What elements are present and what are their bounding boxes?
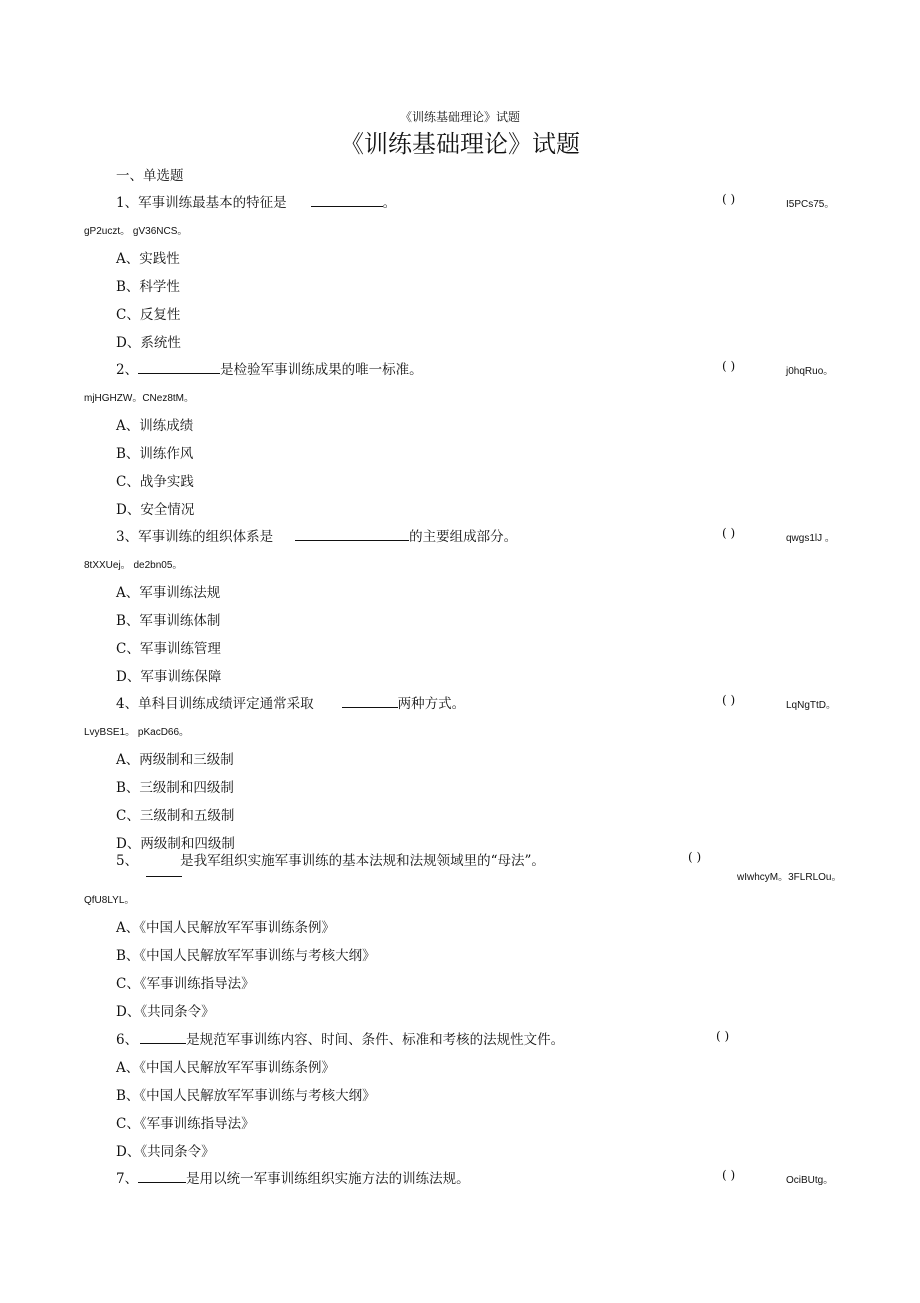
option-c: C、战争实践	[116, 474, 194, 490]
option-a: A、《中国人民解放军军事训练条例》	[116, 1060, 335, 1076]
document-header-title: 《训练基础理论》试题	[399, 110, 520, 124]
option-d: D、《共同条令》	[116, 1144, 215, 1160]
option-b: B、科学性	[116, 279, 180, 295]
question-stem-end: 。	[382, 195, 397, 211]
answer-blank	[138, 362, 220, 374]
answer-parentheses: ( )	[722, 526, 736, 540]
option-c: C、三级制和五级制	[116, 808, 235, 824]
document-title: 《训练基础理论》试题	[340, 130, 580, 158]
option-d: D、《共同条令》	[116, 1004, 215, 1020]
option-d: D、系统性	[116, 335, 181, 351]
option-d: D、军事训练保障	[116, 669, 222, 685]
question-code-line: LvyBSE1。 pKacD66。	[84, 727, 190, 738]
answer-parentheses: ( )	[688, 850, 702, 864]
answer-parentheses: ( )	[722, 693, 736, 707]
question-stem: 军事训练的组织体系是	[138, 529, 274, 545]
question-stem: 是规范军事训练内容、时间、条件、标准和考核的法规性文件。	[186, 1032, 565, 1048]
answer-parentheses: ( )	[716, 1029, 730, 1043]
question-code: j0hqRuo。	[786, 366, 834, 377]
option-c: C、《军事训练指导法》	[116, 1116, 255, 1132]
option-c: C、《军事训练指导法》	[116, 976, 255, 992]
option-a: A、军事训练法规	[116, 585, 221, 601]
answer-blank	[138, 1171, 186, 1183]
question-3	[116, 525, 517, 545]
option-a: A、《中国人民解放军军事训练条例》	[116, 920, 335, 936]
question-1	[116, 191, 396, 211]
question-7	[116, 1167, 470, 1187]
option-a: A、实践性	[116, 251, 180, 267]
option-d: D、安全情况	[116, 502, 195, 518]
question-6	[116, 1028, 564, 1048]
question-code-line: 8tXXUej。 de2bn05。	[84, 560, 183, 571]
answer-blank	[140, 1032, 186, 1044]
question-code-line: gP2uczt。 gV36NCS。	[84, 226, 188, 237]
question-code: LqNgTtD。	[786, 700, 837, 711]
question-stem: 军事训练最基本的特征是	[138, 195, 287, 211]
question-stem: 是我军组织实施军事训练的基本法规和法规领域里的“母法”。	[180, 853, 545, 869]
answer-blank	[311, 195, 383, 207]
option-c: C、军事训练管理	[116, 641, 221, 657]
question-stem-end: 的主要组成部分。	[409, 529, 518, 545]
section-label: 一、单选题	[116, 168, 184, 184]
question-number: 5、	[116, 853, 139, 869]
option-c: C、反复性	[116, 307, 181, 323]
option-d: D、两级制和四级制	[116, 836, 235, 852]
option-b: B、《中国人民解放军军事训练与考核大纲》	[116, 1088, 376, 1104]
question-5	[116, 849, 545, 869]
question-number: 4、	[116, 696, 139, 712]
question-code: I5PCs75。	[786, 199, 835, 210]
question-stem-end: 两种方式。	[397, 696, 466, 712]
option-a: A、训练成绩	[116, 418, 194, 434]
question-number: 7、	[116, 1171, 139, 1187]
question-stem: 是检验军事训练成果的唯一标准。	[220, 362, 423, 378]
question-2	[116, 358, 423, 378]
option-a: A、两级制和三级制	[116, 752, 234, 768]
question-code: OciBUtg。	[786, 1175, 834, 1186]
answer-parentheses: ( )	[722, 359, 736, 373]
question-code: wIwhcyM。3FLRLOu。	[737, 872, 842, 883]
question-4	[116, 692, 465, 712]
option-b: B、军事训练体制	[116, 613, 221, 629]
question-number: 6、	[116, 1032, 139, 1048]
answer-parentheses: ( )	[722, 192, 736, 206]
question-code-line: mjHGHZW。CNez8tM。	[84, 393, 194, 404]
question-code: qwgs1lJ 。	[786, 533, 835, 544]
option-b: B、《中国人民解放军军事训练与考核大纲》	[116, 948, 376, 964]
question-number: 1、	[116, 195, 139, 211]
option-b: B、三级制和四级制	[116, 780, 234, 796]
answer-blank	[295, 529, 409, 541]
question-number: 3、	[116, 529, 139, 545]
answer-parentheses: ( )	[722, 1168, 736, 1182]
question-stem: 是用以统一军事训练组织实施方法的训练法规。	[186, 1171, 470, 1187]
answer-blank	[342, 696, 398, 708]
option-b: B、训练作风	[116, 446, 194, 462]
question-stem: 单科目训练成绩评定通常采取	[138, 696, 314, 712]
question-number: 2、	[116, 362, 139, 378]
question-code-line: QfU8LYL。	[84, 895, 135, 906]
answer-blank	[146, 876, 182, 877]
